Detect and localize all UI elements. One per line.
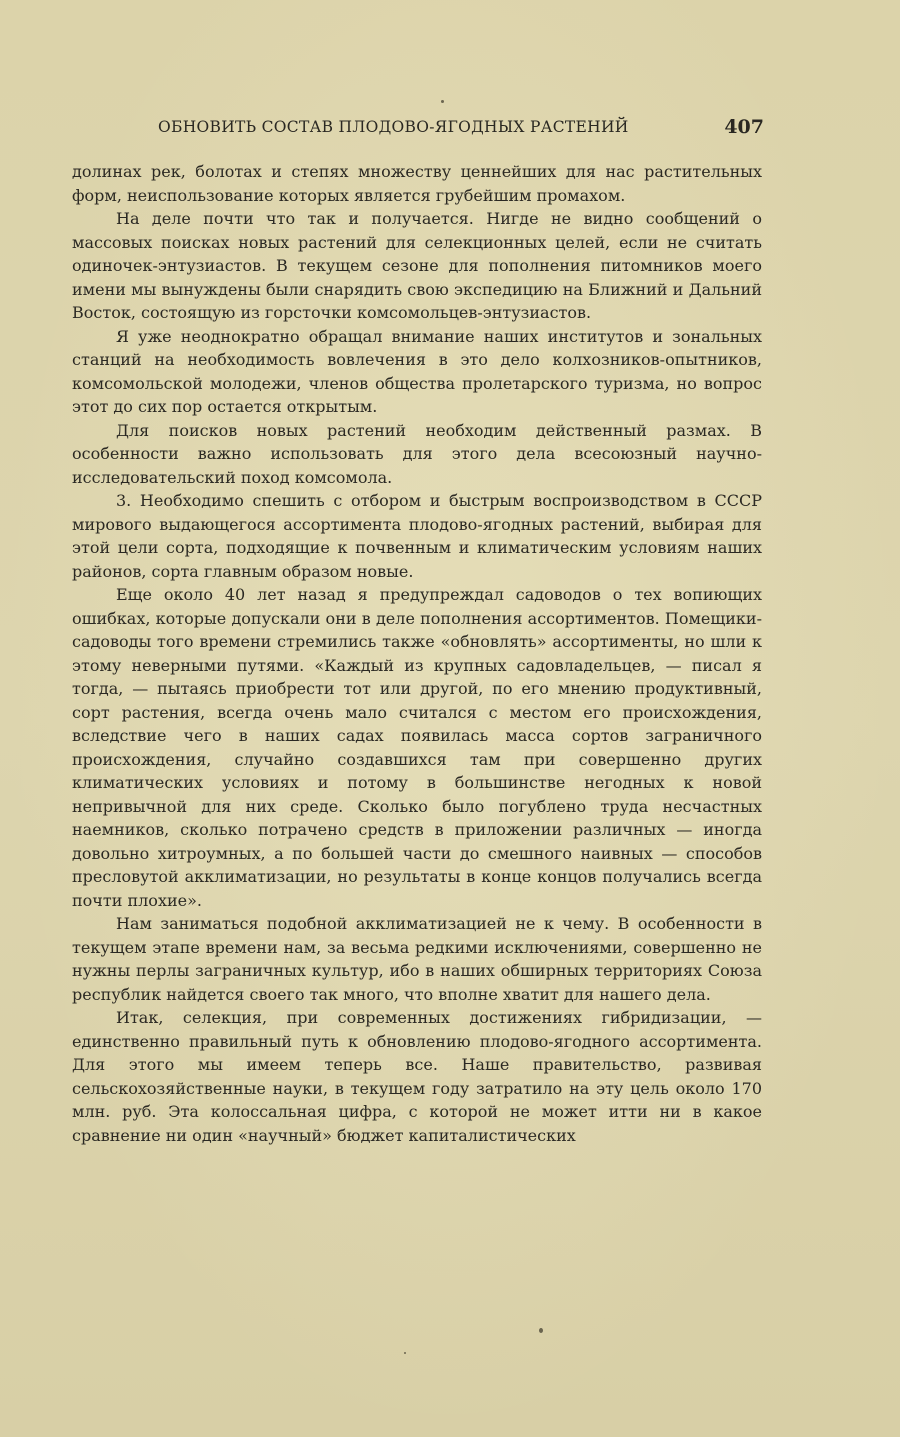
paragraph: Итак, селекция, при современных достижениях гибридизации, — единственно правильный путь к обновлению плодово-ягодного ассортимента. Для этого мы имеем теперь все. Наше правительство, развивая сельскохозяйственные науки, в текущем году затратило на эту цель около 170 млн. руб. Эта колоссальная цифра, с которой не может итти ни в какое сравнение ни один «научный» бюджет капиталистических: [72, 1008, 762, 1145]
paragraph: Для поисков новых растений необходим действенный размах. В особенности важно использовать для этого дела всесоюзный научно-исследовательский поход комсомола.: [72, 420, 762, 487]
page-header: [158, 118, 764, 142]
paragraph: Нам заниматься подобной акклиматизацией не к чему. В особенности в текущем этапе времени нам, за весьма редкими исключениями, совершенно не нужны перлы заграничных культур, ибо в наших обширных территориях Союза республик найдется своего так много, что вполне хватит для нашего дела.: [72, 914, 762, 1004]
paragraph: долинах рек, болотах и степях множеству ценнейших для нас растительных форм, неиспользование которых является грубейшим промахом.: [72, 162, 762, 205]
paragraph: На деле почти что так и получается. Нигде не видно сообщений о массовых поисках новых растений для селекционных целей, если не считать одиночек-энтузиастов. В текущем сезоне для пополнения питомников моего имени мы вынуждены были снарядить свою экспедицию на Ближний и Дальний Восток, состоящую из горсточки комсомольцев-энтузиастов.: [72, 209, 762, 322]
page-number: 407: [724, 116, 764, 138]
paper-speck: [404, 1352, 406, 1354]
body-text: [72, 160, 762, 1147]
running-title: ОБНОВИТЬ СОСТАВ ПЛОДОВО-ЯГОДНЫХ РАСТЕНИЙ: [158, 118, 629, 136]
paragraph: Я уже неоднократно обращал внимание наших институтов и зональных станций на необходимость вовлечения в это дело колхозников-опытников, комсомольской молодежи, членов общества пролетарского туризма, но вопрос этот до сих пор остается открытым.: [72, 326, 762, 416]
paragraph: 3. Необходимо спешить с отбором и быстрым воспроизводством в СССР мирового выдающегося ассортимента плодово-ягодных растений, выбирая для этой цели сорта, подходящие к почвенным и климатическим условиям наших районов, сорта главным образом новые.: [72, 491, 762, 581]
paper-speck: [539, 1328, 543, 1333]
paper-speck: [441, 100, 444, 103]
paragraph: Еще около 40 лет назад я предупреждал садоводов о тех вопиющих ошибках, которые допускали они в деле пополнения ассортиментов. Помещики-садоводы того времени стремились также «обновлять» ассортименты, но шли к этому неверными путями. «Каждый из крупных садовладельцев, — писал я тогда, — пытаясь приобрести тот или другой, по его мнению продуктивный, сорт растения, всегда очень мало считался с местом его происхождения, вследствие чего в наших садах появилась масса сортов заграничного происхождения, случайно создавшихся там при совершенно других климатических условиях и потому в большинстве негодных к новой непривычной для них среде. Сколько было погублено труда несчастных наемников, сколько потрачено средств в приложении различных — иногда довольно хитроумных, а по большей части до смешного наивных — способов пресловутой акклиматизации, но результаты в конце концов получались всегда почти плохие».: [72, 585, 762, 910]
